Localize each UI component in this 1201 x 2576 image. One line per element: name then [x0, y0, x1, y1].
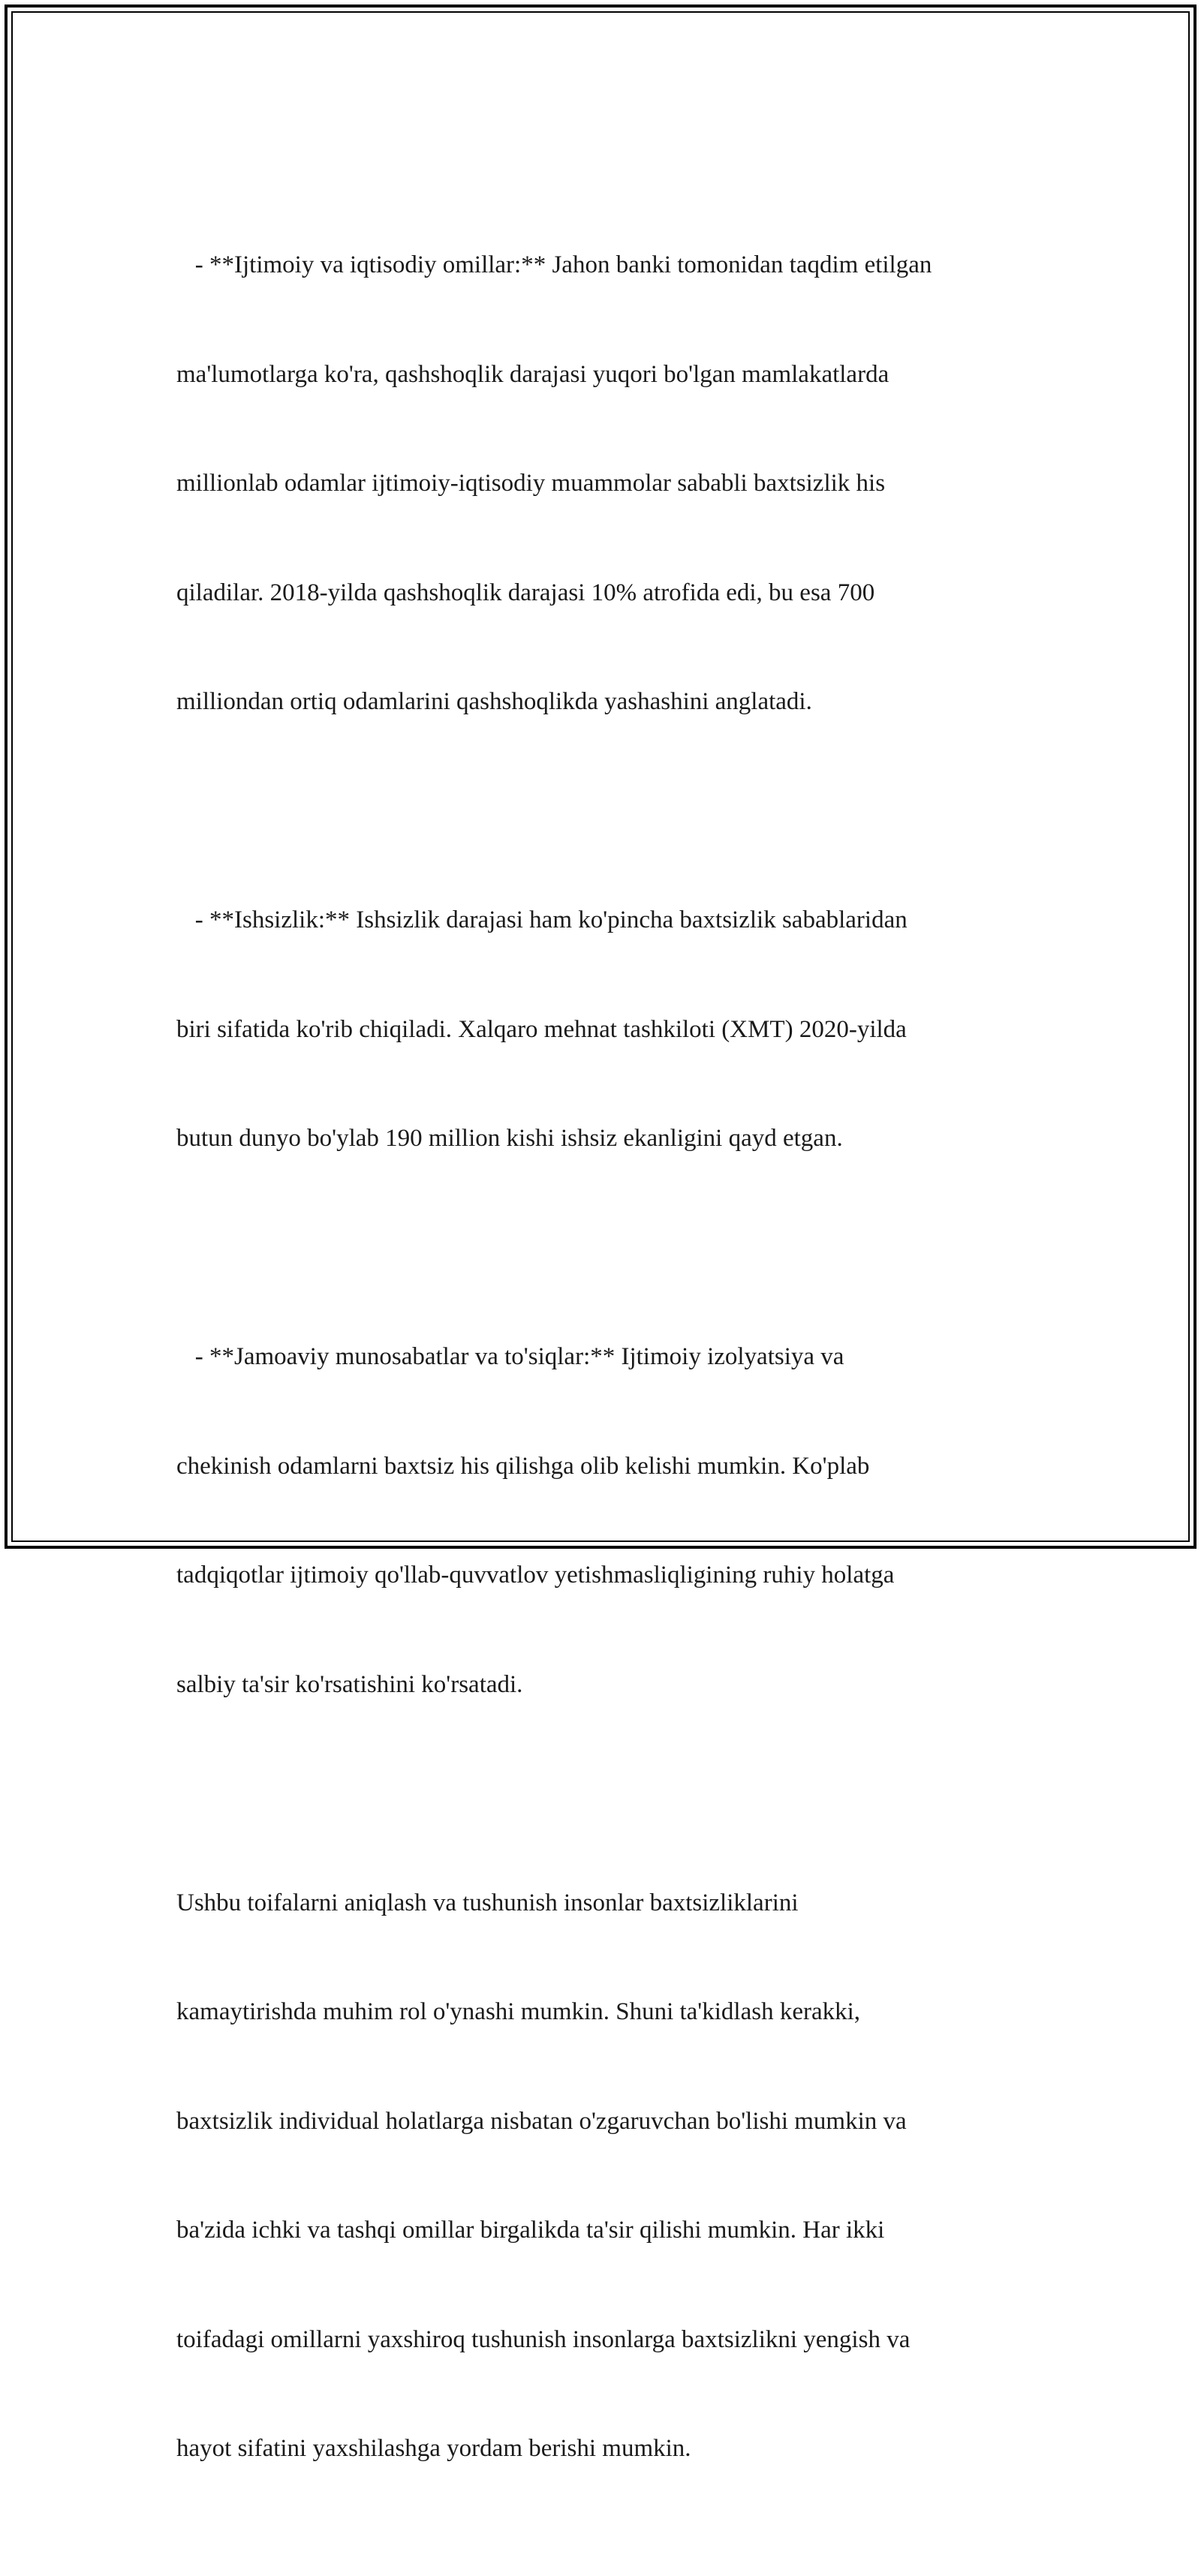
text-line: ma'lumotlarga ko'ra, qashshoqlik darajasi yuqori bo'lgan mamlakatlarda: [176, 360, 889, 388]
text-line: - **Jamoaviy munosabatlar va to'siqlar:** Ijtimoiy izolyatsiya va: [176, 1343, 844, 1370]
text-line: baxtsizlik individual holatlarga nisbatan o'zgaruvchan bo'lishi mumkin va: [176, 2107, 907, 2135]
text-line: - **Ishsizlik:** Ishsizlik darajasi ham ko'pincha baxtsizlik sabablaridan: [176, 906, 908, 933]
paragraph-socio-economic-factors: [176, 174, 1025, 793]
text-line: biri sifatida ko'rib chiqiladi. Xalqaro mehnat tashkiloti (XMT) 2020-yilda: [176, 1015, 907, 1043]
paragraph-social-relations: [176, 1266, 1025, 1775]
text-line: ba'zida ichki va tashqi omillar birgalikda ta'sir qilishi mumkin. Har ikki: [176, 2217, 885, 2244]
text-line: kamaytirishda muhim rol o'ynashi mumkin. Shuni ta'kidlash kerakki,: [176, 1998, 861, 2025]
text-line: Ushbu toifalarni aniqlash va tushunish insonlar baxtsizliklarini: [176, 1889, 799, 1916]
text-line: butun dunyo bo'ylab 190 million kishi ishsiz ekanligini qayd etgan.: [176, 1125, 843, 1152]
paragraph-conclusion: [176, 1812, 1025, 2540]
paragraph-unemployment: [176, 829, 1025, 1230]
document-body: [176, 174, 1025, 2576]
text-line: millionlab odamlar ijtimoiy-iqtisodiy muammolar sababli baxtsizlik his: [176, 470, 886, 497]
text-line: tadqiqotlar ijtimoiy qo'llab-quvvatlov yetishmasliqligining ruhiy holatga: [176, 1562, 895, 1589]
text-line: hayot sifatini yaxshilashga yordam berishi mumkin.: [176, 2435, 691, 2462]
text-line: milliondan ortiq odamlarini qashshoqlikda yashashini anglatadi.: [176, 688, 812, 715]
text-line: toifadagi omillarni yaxshiroq tushunish insonlarga baxtsizlikni yengish va: [176, 2325, 911, 2353]
text-line: chekinish odamlarni baxtsiz his qilishga olib kelishi mumkin. Ko'plab: [176, 1452, 870, 1480]
text-line: - **Ijtimoiy va iqtisodiy omillar:** Jahon banki tomonidan taqdim etilgan: [176, 251, 932, 278]
text-line: qiladilar. 2018-yilda qashshoqlik darajasi 10% atrofida edi, bu esa 700: [176, 579, 875, 606]
text-line: salbiy ta'sir ko'rsatishini ko'rsatadi.: [176, 1670, 523, 1698]
